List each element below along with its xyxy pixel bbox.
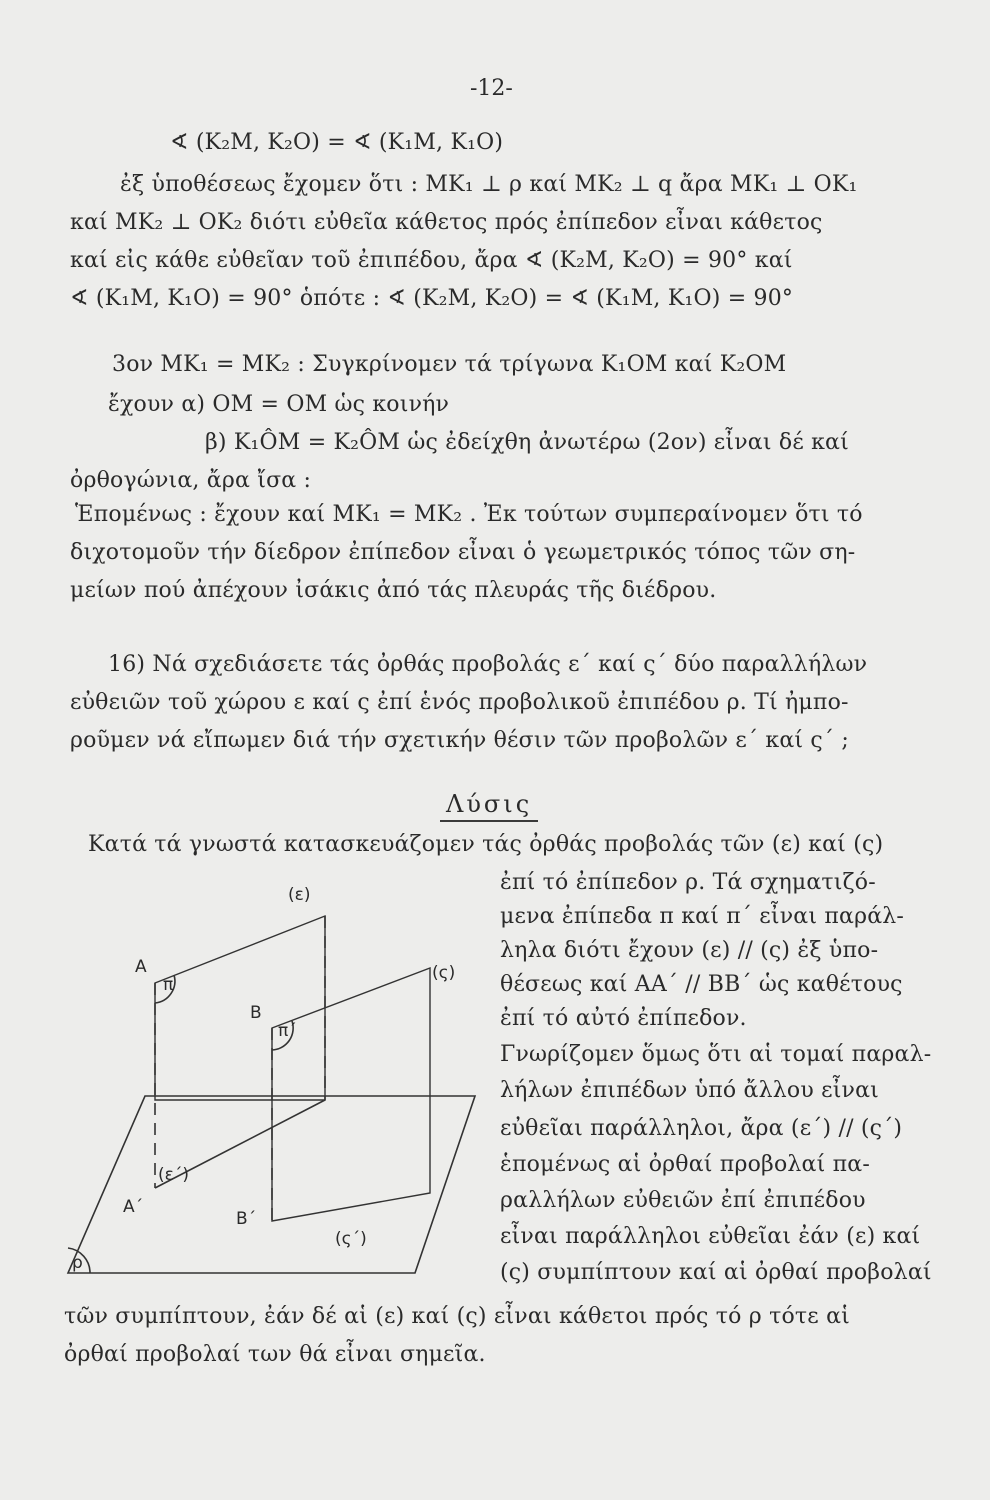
solution-line: ἑπομένως αἱ ὀρθαί προβολαί πα- (500, 1152, 870, 1177)
text-line: καί MK₂ ⊥ OK₂ διότι εὐθεῖα κάθετος πρός ἐπίπεδον εἶναι κάθετος (70, 210, 823, 235)
solution-line: εὐθεῖαι παράλληλοι, ἄρα (ε΄) // (ς΄) (500, 1116, 903, 1141)
label-epsilon-prime: (ε΄) (158, 1165, 189, 1185)
solution-line: θέσεως καί AA΄ // BB΄ ὡς καθέτους (500, 972, 903, 997)
solution-line: ραλλήλων εὐθειῶν ἐπί ἐπιπέδου (500, 1188, 866, 1213)
text-line: ἐξ ὑποθέσεως ἔχομεν ὅτι : MK₁ ⊥ ρ καί MK₂ ⊥ q ἄρα MK₁ ⊥ OK₁ (120, 172, 858, 197)
text-line: μείων πού ἀπέχουν ἰσάκις ἀπό τάς πλευράς τῆς διέδρου. (70, 578, 717, 603)
label-rho: ρ (72, 1253, 83, 1273)
solution-line: ἐπί τό αὐτό ἐπίπεδον. (500, 1006, 747, 1031)
solution-line: ἐπί τό ἐπίπεδον ρ. Τά σχηματιζό- (500, 870, 876, 895)
problem-statement: ροῦμεν νά εἴπωμεν διά τήν σχετικήν θέσιν τῶν προβολῶν ε΄ καί ς΄ ; (70, 728, 849, 753)
label-sigma: (ς) (432, 963, 456, 983)
label-epsilon: (ε) (288, 885, 311, 905)
solution-heading: Λύσις (440, 790, 538, 822)
problem-statement: εὐθειῶν τοῦ χώρου ε καί ς ἐπί ἑνός προβολικοῦ ἐπιπέδου ρ. Τί ἠμπο- (70, 690, 849, 715)
text-line: ἔχουν α) OM = OM ὡς κοινήν (108, 392, 450, 417)
label-A: A (135, 957, 147, 977)
text-line: ∢ (K₁M, K₁O) = 90° ὁπότε : ∢ (K₂M, K₂O) = ∢ (K₁M, K₁O) = 90° (70, 286, 794, 311)
projection-figure (60, 878, 500, 1288)
text-line: καί εἰς κάθε εὐθεῖαν τοῦ ἐπιπέδου, ἄρα ∢ (K₂M, K₂O) = 90° καί (70, 248, 793, 273)
solution-line: Κατά τά γνωστά κατασκευάζομεν τάς ὀρθάς προβολάς τῶν (ε) καί (ς) (88, 832, 884, 857)
solution-line: μενα ἐπίπεδα π καί π΄ εἶναι παράλ- (500, 904, 905, 929)
page-number: -12- (470, 76, 513, 101)
label-B-prime: B΄ (236, 1209, 257, 1229)
label-pi-prime: π΄ (278, 1021, 297, 1041)
text-line: Ἑπομένως : ἔχουν καί MK₁ = MK₂ . Ἐκ τούτων συμπεραίνομεν ὅτι τό (75, 502, 863, 527)
plane-pi-prime (272, 968, 430, 1221)
plane-pi (155, 916, 325, 1100)
text-line: ὀρθογώνια, ἄρα ἴσα : (70, 468, 312, 493)
label-B: B (250, 1003, 262, 1023)
solution-line: λήλων ἐπιπέδων ὑπό ἄλλου εἶναι (500, 1078, 879, 1103)
solution-line: ὀρθαί προβολαί των θά εἶναι σημεῖα. (64, 1342, 486, 1367)
label-sigma-prime: (ς΄) (335, 1229, 367, 1249)
solution-line: εἶναι παράλληλοι εὐθεῖαι ἐάν (ε) καί (500, 1224, 921, 1249)
problem-statement: 16) Νά σχεδιάσετε τάς ὀρθάς προβολάς ε΄ καί ς΄ δύο παραλλήλων (108, 652, 868, 677)
text-line: β) K₁ÔM = K₂ÔM ὡς ἐδείχθη ἀνωτέρω (2ον) εἶναι δέ καί (205, 430, 849, 455)
solution-line: Γνωρίζομεν ὅμως ὅτι αἱ τομαί παραλ- (500, 1042, 932, 1067)
text-line: διχοτομοῦν τήν δίεδρον ἐπίπεδον εἶναι ὁ γεωμετρικός τόπος τῶν ση- (70, 540, 856, 565)
projection-diagram (60, 878, 500, 1288)
text-line: 3ον MK₁ = MK₂ : Συγκρίνομεν τά τρίγωνα K₁OM καί K₂OM (112, 352, 787, 377)
angle-equation: ∢ (K₂M, K₂O) = ∢ (K₁M, K₁O) (170, 130, 504, 155)
solution-line: ληλα διότι ἔχουν (ε) // (ς) ἐξ ὑπο- (500, 938, 879, 963)
solution-line: τῶν συμπίπτουν, ἐάν δέ αἱ (ε) καί (ς) εἶναι κάθετοι πρός τό ρ τότε αἱ (64, 1304, 850, 1329)
label-pi: π (163, 975, 174, 995)
label-A-prime: A΄ (123, 1197, 144, 1217)
solution-line: (ς) συμπίπτουν καί αἱ ὀρθαί προβολαί (500, 1260, 932, 1285)
